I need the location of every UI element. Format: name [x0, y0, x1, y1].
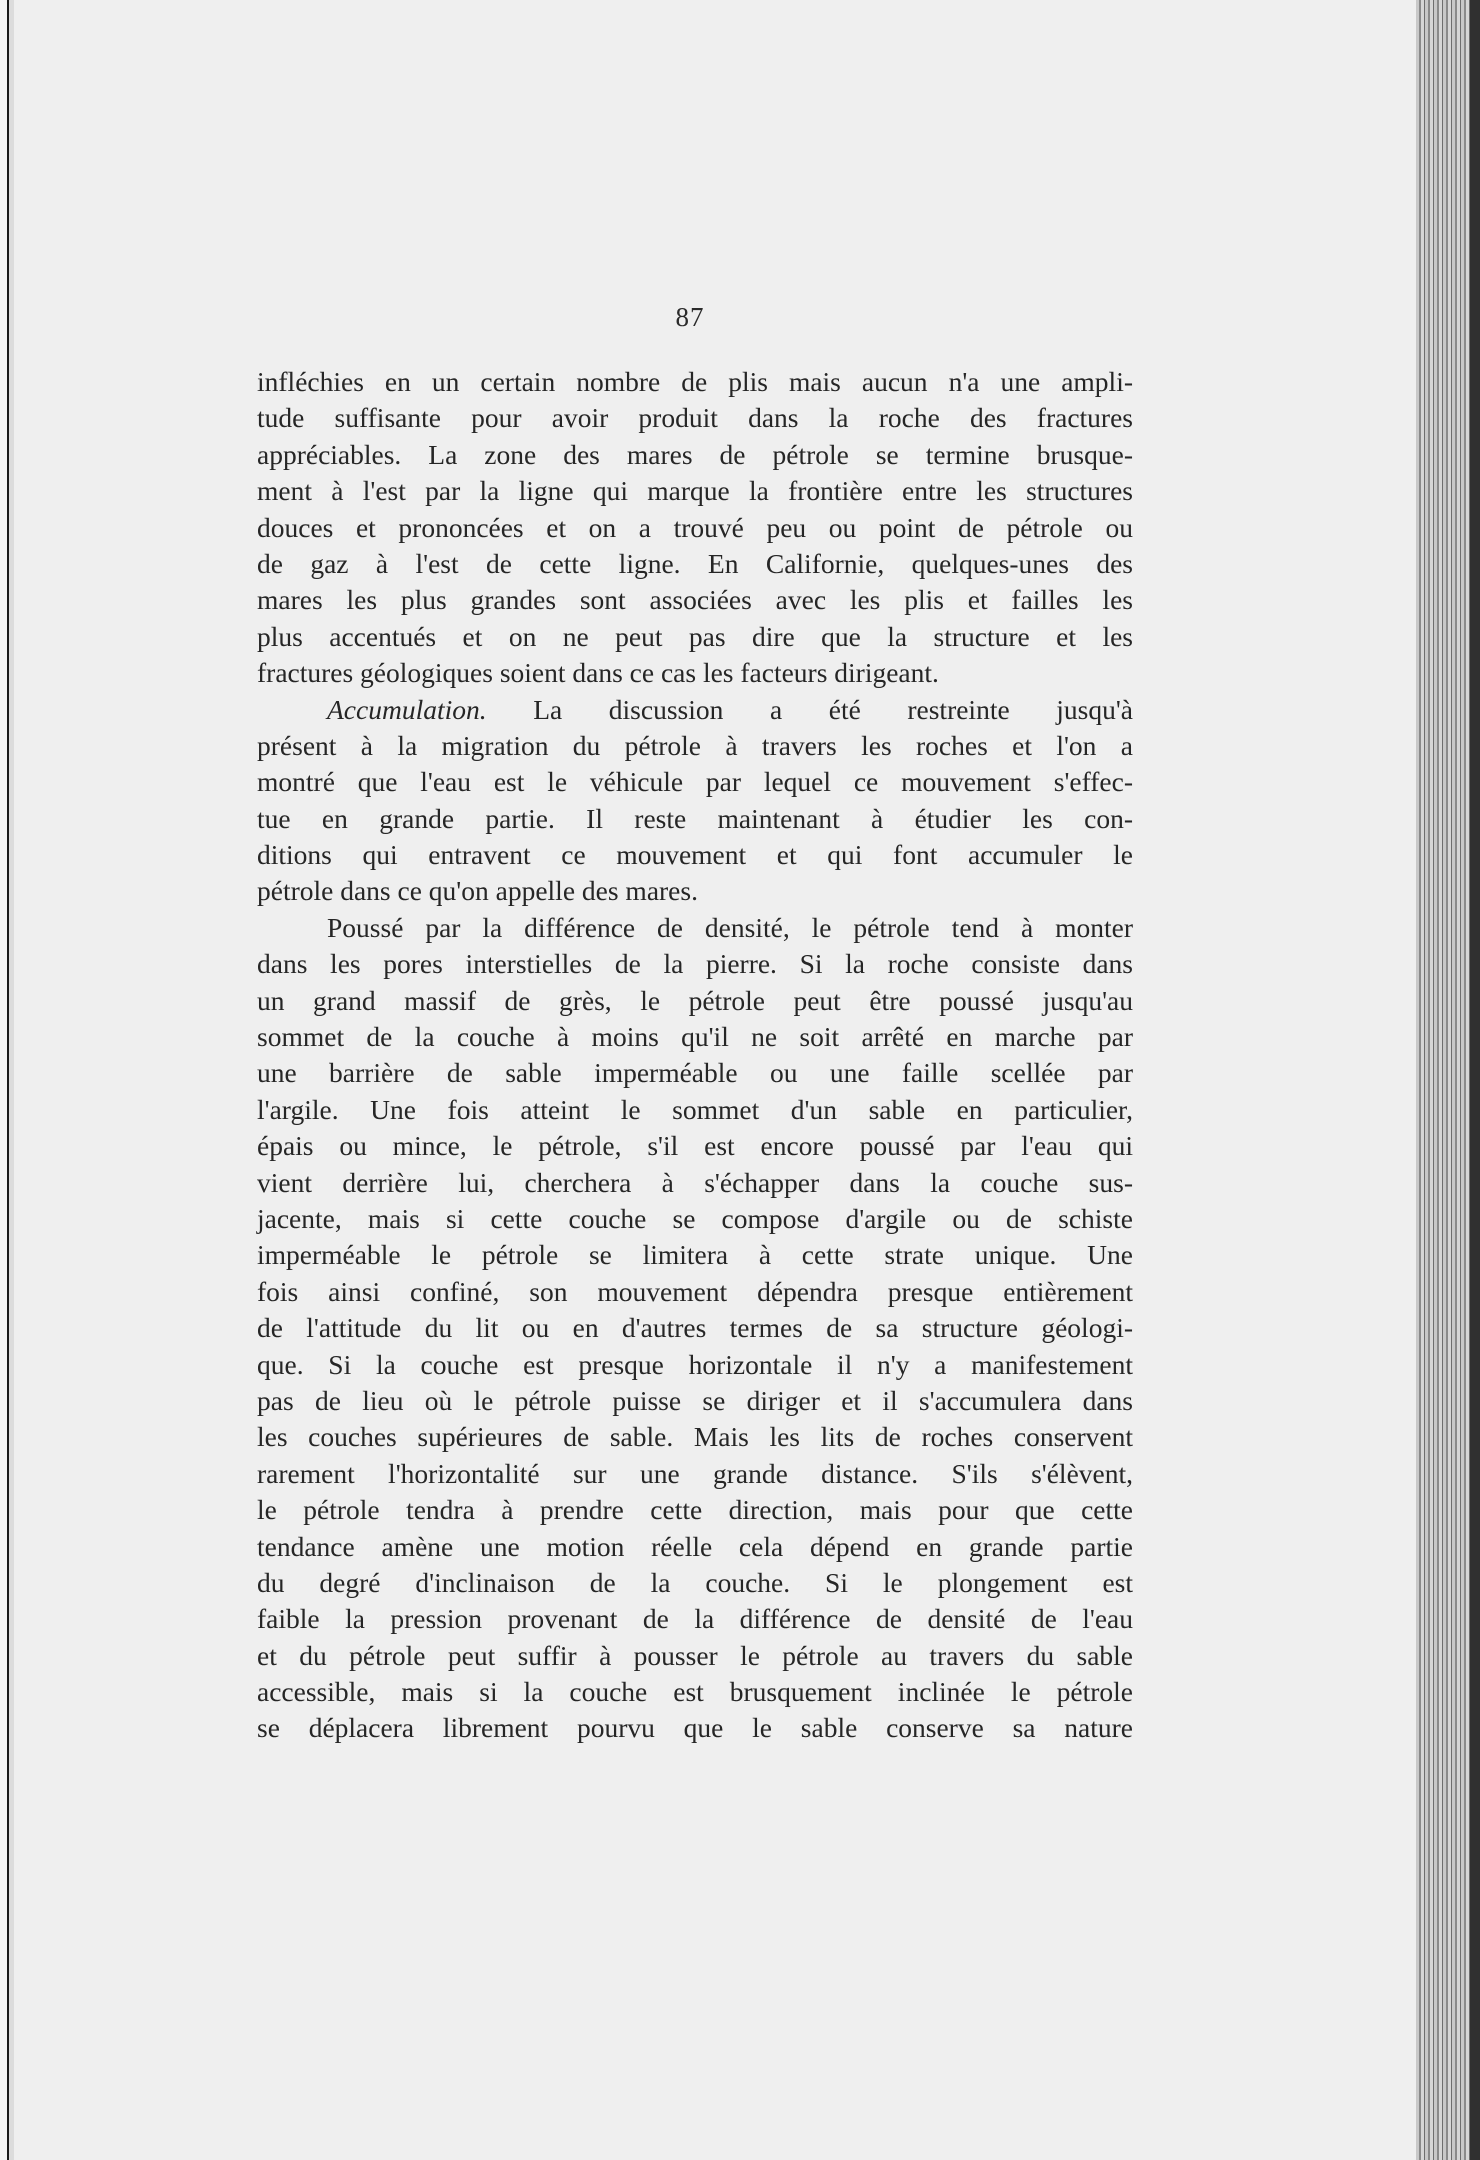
text-line-content: fractures géologiques soient dans ce cas les facteurs dirigeant.: [257, 657, 939, 689]
text-line-content: accessible, mais si la couche est brusquement inclinée le pétrole: [257, 1676, 1133, 1708]
text-line-content: plus accentués et on ne peut pas dire que la structure et les: [257, 620, 1133, 652]
text-line-content: ment à l'est par la ligne qui marque la frontière entre les structures: [257, 475, 1133, 507]
page-number: 87: [675, 302, 705, 332]
text-line-content: ditions qui entravent ce mouvement et qui font accumuler le: [257, 839, 1133, 871]
scan-left-edge: [0, 0, 14, 2160]
text-line: [257, 510, 1133, 546]
text-line-content: vient derrière lui, cherchera à s'échapper dans la couche sus-: [257, 1166, 1133, 1198]
text-line: [257, 1492, 1133, 1528]
text-line-content: épais ou mince, le pétrole, s'il est encore poussé par l'eau qui: [257, 1130, 1133, 1162]
text-line: [257, 1165, 1133, 1201]
text-line-content: un grand massif de grès, le pétrole peut être poussé jusqu'au: [257, 984, 1133, 1016]
text-line: [257, 582, 1133, 618]
text-line-content: jacente, mais si cette couche se compose d'argile ou de schiste: [257, 1202, 1133, 1234]
text-line-content: tendance amène une motion réelle cela dépend en grande partie: [257, 1530, 1133, 1562]
text-line-content: tude suffisante pour avoir produit dans la roche des fractures: [257, 402, 1133, 434]
text-line: [257, 400, 1133, 436]
body-text: [257, 364, 1133, 1747]
page-stack-edges: [1416, 0, 1480, 2160]
text-line: [257, 1710, 1133, 1746]
text-line-content: pétrole dans ce qu'on appelle des mares.: [257, 875, 698, 907]
text-line: [257, 910, 1133, 946]
text-line: [257, 1674, 1133, 1710]
text-line: [257, 364, 1133, 400]
inline-heading: Accumulation.: [327, 693, 534, 725]
text-line: [257, 437, 1133, 473]
text-line-content: se déplacera librement pourvu que le sable conserve sa nature: [257, 1712, 1133, 1744]
text-line-content: du degré d'inclinaison de la couche. Si le plongement est: [257, 1566, 1133, 1598]
text-line: [257, 1092, 1133, 1128]
text-line-content: pas de lieu où le pétrole puisse se diriger et il s'accumulera dans: [257, 1384, 1133, 1416]
text-line: [257, 1019, 1133, 1055]
text-line: [257, 1638, 1133, 1674]
text-line-content: l'argile. Une fois atteint le sommet d'un sable en particulier,: [257, 1093, 1133, 1125]
text-line: [257, 873, 1133, 909]
text-line: [257, 1529, 1133, 1565]
text-line: [257, 837, 1133, 873]
text-line: [257, 1055, 1133, 1091]
text-line: [257, 1419, 1133, 1455]
text-line: [257, 1128, 1133, 1164]
text-line: [257, 1237, 1133, 1273]
text-line: [257, 619, 1133, 655]
text-line-content: imperméable le pétrole se limitera à cette strate unique. Une: [257, 1239, 1133, 1271]
text-line-content: les couches supérieures de sable. Mais les lits de roches conservent: [257, 1421, 1133, 1453]
text-line: [257, 655, 1133, 691]
text-line-content: sommet de la couche à moins qu'il ne soit arrêté en marche par: [257, 1021, 1133, 1053]
text-line-content: le pétrole tendra à prendre cette direction, mais pour que cette: [257, 1494, 1133, 1526]
text-line: [257, 983, 1133, 1019]
text-line: [257, 801, 1133, 837]
text-line-content: faible la pression provenant de la différence de densité de l'eau: [257, 1603, 1133, 1635]
text-line-content: fois ainsi confiné, son mouvement dépendra presque entièrement: [257, 1275, 1133, 1307]
text-line-content: douces et prononcées et on a trouvé peu ou point de pétrole ou: [257, 511, 1133, 543]
text-line: [257, 1347, 1133, 1383]
text-line-content: dans les pores interstielles de la pierre. Si la roche consiste dans: [257, 948, 1133, 980]
text-line: [257, 546, 1133, 582]
text-line-content: La discussion a été restreinte jusqu'à: [533, 693, 1133, 725]
text-line-content: Poussé par la différence de densité, le pétrole tend à monter: [327, 911, 1133, 943]
book-page: [14, 0, 1416, 2160]
text-line-content: que. Si la couche est presque horizontale il n'y a manifestement: [257, 1348, 1133, 1380]
text-line-content: tue en grande partie. Il reste maintenant à étudier les con-: [257, 802, 1133, 834]
text-line: [257, 764, 1133, 800]
text-line-content: et du pétrole peut suffir à pousser le pétrole au travers du sable: [257, 1639, 1133, 1671]
text-line: [257, 1383, 1133, 1419]
text-line-content: mares les plus grandes sont associées avec les plis et failles les: [257, 584, 1133, 616]
text-line-content: infléchies en un certain nombre de plis mais aucun n'a une ampli-: [257, 366, 1133, 397]
text-line-content: de l'attitude du lit ou en d'autres termes de sa structure géologi-: [257, 1312, 1133, 1344]
text-line: [257, 1310, 1133, 1346]
text-line: [257, 728, 1133, 764]
text-line: [257, 473, 1133, 509]
text-line: [257, 1601, 1133, 1637]
text-line-content: de gaz à l'est de cette ligne. En Californie, quelques-unes des: [257, 547, 1133, 579]
text-line: [257, 1565, 1133, 1601]
text-line: [257, 1274, 1133, 1310]
text-line: [257, 692, 1133, 728]
text-line-content: appréciables. La zone des mares de pétrole se termine brusque-: [257, 438, 1133, 470]
text-line: [257, 1201, 1133, 1237]
text-line: [257, 1456, 1133, 1492]
text-line: [257, 946, 1133, 982]
text-line-content: une barrière de sable imperméable ou une faille scellée par: [257, 1057, 1133, 1089]
text-line-content: montré que l'eau est le véhicule par lequel ce mouvement s'effec-: [257, 766, 1133, 798]
text-line-content: présent à la migration du pétrole à travers les roches et l'on a: [257, 729, 1133, 761]
text-line-content: rarement l'horizontalité sur une grande distance. S'ils s'élèvent,: [257, 1457, 1133, 1489]
